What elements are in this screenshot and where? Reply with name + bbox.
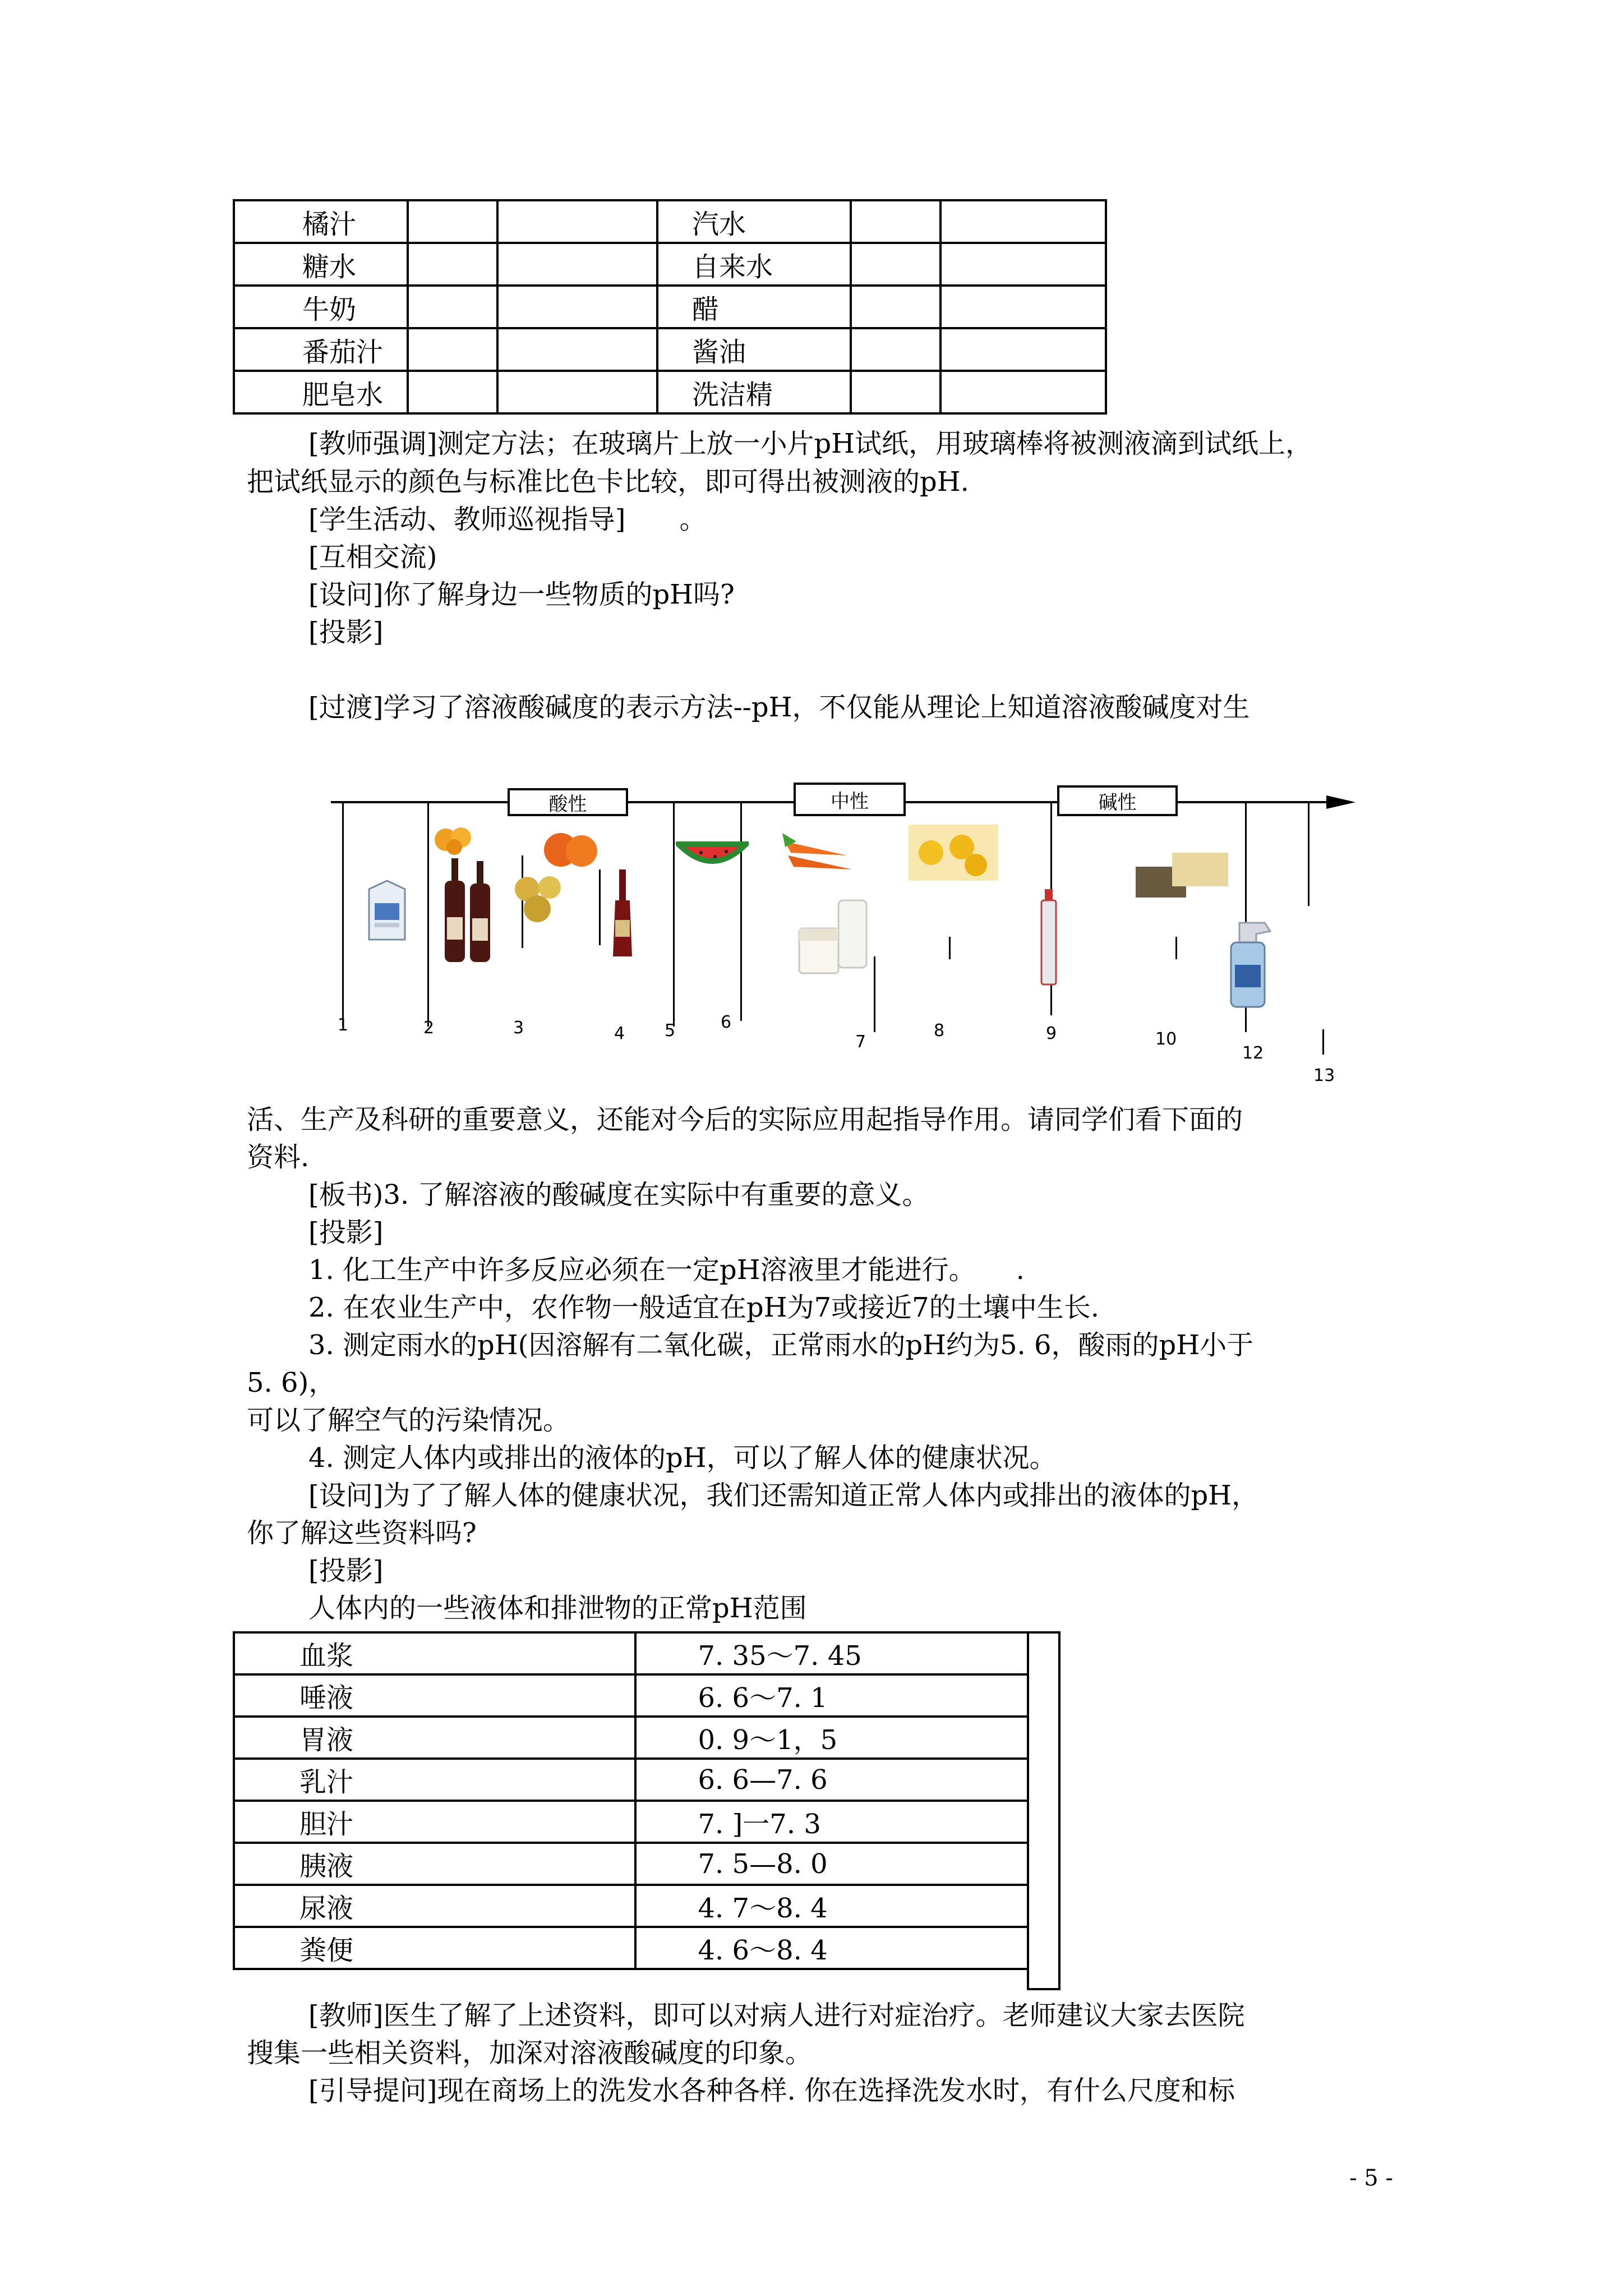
paragraph: 1. 化工生产中许多反应必须在一定pH溶液里才能进行。 . [308,1254,1025,1286]
table-cell: 醋 [657,286,851,328]
tick-label: 1 [338,1015,349,1035]
ph-tick [1308,802,1310,906]
table-cell: 橘汁 [234,200,408,243]
paragraph: [投影] [308,1217,384,1248]
tick-label: 2 [423,1018,435,1038]
wine-bottle-icon [608,867,637,962]
paragraph: [板书)3. 了解溶液的酸碱度在实际中有重要的意义。 [308,1179,929,1211]
body-fluid-ph-table [233,1631,1029,1970]
paragraph: [教师]医生了解了上述资料，即可以对病人进行对症治疗。老师建议大家去医院 [308,2000,1245,2031]
base-label: 碱性 [1057,785,1178,816]
table-row [234,1927,1028,1969]
egg-yolk-icon [909,825,998,881]
table-cell: 7. 35～7. 45 [635,1632,1029,1674]
table-cell: 4. 7～8. 4 [635,1885,1029,1927]
paragraph: 可以了解空气的污染情况。 [247,1405,570,1436]
tick-label: 3 [513,1018,524,1038]
milk-icon [791,895,880,979]
paragraph: 4. 测定人体内或排出的液体的pH，可以了解人体的健康状况。 [308,1442,1057,1474]
table-row [234,286,1106,328]
table-row [234,1674,1028,1717]
ph-tick [599,869,601,945]
ph-tick [1322,1029,1324,1055]
table-cell: 洗洁精 [657,371,851,413]
ph-tick [427,802,429,1027]
table-cell: 酱油 [657,328,851,371]
tick-label: 5 [665,1021,676,1041]
tick-label: 9 [1046,1024,1057,1043]
paragraph: 你了解这些资料吗? [247,1517,477,1549]
table-row [234,200,1106,243]
acid-drink-carton-icon [365,878,409,945]
paragraph: [投影] [308,616,384,648]
toothpaste-icon [1035,886,1063,987]
table-caption: 人体内的一些液体和排泄物的正常pH范围 [308,1593,807,1624]
arrow-icon [1326,795,1355,809]
table-cell: 血浆 [234,1632,635,1674]
table-side-rule [1027,1631,1029,1990]
paragraph: [设问]你了解身边一些物质的pH吗? [308,579,735,610]
tick-label: 8 [934,1021,945,1041]
watermelon-icon [676,833,749,872]
table-cell: 6. 6—7. 6 [635,1759,1029,1801]
paragraph: [投影] [308,1555,384,1586]
table-cell: 汽水 [657,200,851,243]
table-row [234,328,1106,371]
table-cell: 唾液 [234,1674,635,1717]
substance-table [233,199,1107,415]
table-side-rule [1058,1631,1061,1990]
paragraph: [互相交流) [308,541,437,573]
table-cell: 乳汁 [234,1759,635,1801]
paragraph: [设问]为了了解人体的健康状况，我们还需知道正常人体内或排出的液体的pH， [308,1480,1259,1511]
orange-icon [432,822,477,855]
paragraph: 5. 6)， [247,1367,336,1398]
table-row [234,371,1106,413]
paragraph: 把试纸显示的颜色与标准比色卡比较，即可得出被测液的pH. [247,466,969,498]
tick-label: 12 [1242,1043,1264,1063]
table-row [234,1843,1028,1885]
table-side-rule [1027,1631,1061,1634]
ph-tick [342,802,344,1027]
tick-label: 7 [855,1032,866,1052]
detergent-bottle-icon [1217,920,1279,1010]
table-cell: 番茄汁 [234,328,408,371]
ph-tick [673,802,675,1027]
table-side-rule [1027,1988,1061,1990]
table-row [234,1885,1028,1927]
tick-label: 6 [721,1013,732,1032]
table-row [234,243,1106,286]
table-cell: 自来水 [657,243,851,286]
paragraph: [教师强调]测定方法；在玻璃片上放一小片pH试纸，用玻璃棒将被测液滴到试纸上， [308,428,1313,459]
table-cell: 7. 5—8. 0 [635,1843,1029,1885]
paragraph: [过渡]学习了溶液酸碱度的表示方法--pH，不仅能从理论上知道溶液酸碱度对生 [308,692,1250,723]
paragraph: 活、生产及科研的重要意义，还能对今后的实际应用起指导作用。请同学们看下面的 [247,1104,1243,1135]
ph-tick [949,937,951,959]
acid-label: 酸性 [508,788,628,816]
paragraph: 搜集一些相关资料，加深对溶液酸碱度的印象。 [247,2037,813,2069]
apple-icon [510,869,572,931]
paragraph: [引导提问]现在商场上的洗发水各种各样. 你在选择洗发水时，有什么尺度和标 [308,2075,1235,2106]
table-cell: 胆汁 [234,1801,635,1843]
table-cell: 糖水 [234,243,408,286]
table-cell: 肥皂水 [234,371,408,413]
table-row [234,1801,1028,1843]
table-row [234,1632,1028,1674]
page-number: - 5 - [1349,2165,1393,2191]
tick-label: 4 [614,1024,625,1043]
table-cell: 胃液 [234,1717,635,1759]
paragraph: 3. 测定雨水的pH(因溶解有二氧化碳，正常雨水的pH约为5. 6，酸雨的pH小于 [308,1329,1254,1361]
paragraph: 2. 在农业生产中，农作物一般适宜在pH为7或接近7的土壤中生长. [308,1292,1099,1323]
paragraph: [学生活动、教师巡视指导] 。 [308,504,707,535]
carrot-icon [780,825,864,875]
table-row [234,1717,1028,1759]
table-cell: 7. ]一7. 3 [635,1801,1029,1843]
soap-icon [1133,844,1234,906]
table-cell: 粪便 [234,1927,635,1969]
neutral-label: 中性 [794,783,906,816]
paragraph: 资料. [247,1142,310,1173]
vinegar-bottles-icon [435,855,502,968]
table-cell: 牛奶 [234,286,408,328]
table-cell: 4. 6～8. 4 [635,1927,1029,1969]
tick-label: 13 [1313,1066,1335,1085]
table-cell: 6. 6～7. 1 [635,1674,1029,1717]
table-row [234,1759,1028,1801]
table-cell: 胰液 [234,1843,635,1885]
orange-icon [541,827,603,872]
ph-tick [1175,937,1177,959]
table-cell: 尿液 [234,1885,635,1927]
tick-label: 10 [1155,1029,1177,1049]
ph-scale-figure [325,771,1363,1085]
table-cell: 0. 9～1，5 [635,1717,1029,1759]
